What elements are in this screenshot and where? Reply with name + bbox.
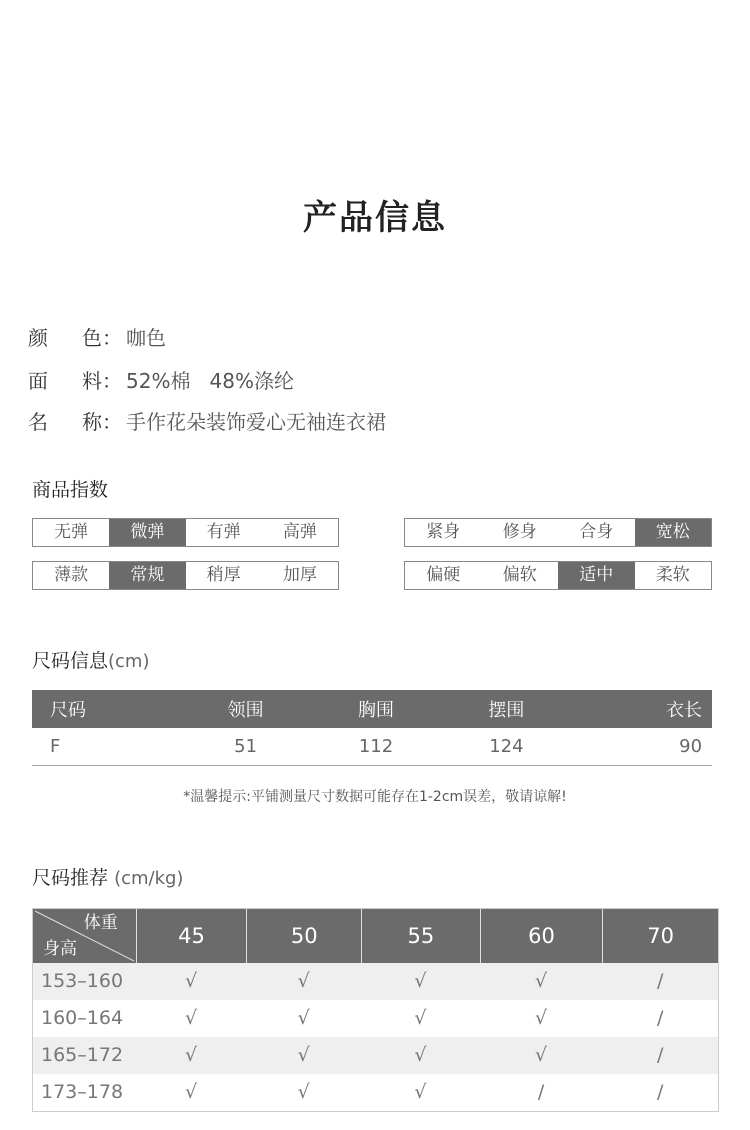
recommend-table: [32, 908, 719, 1112]
color-row: [28, 322, 166, 351]
fit-mark-cell: √: [534, 1007, 548, 1029]
size-info-title-text: 尺码信息: [32, 650, 109, 672]
color-value: 咖色: [126, 326, 166, 350]
material-row: [28, 365, 294, 394]
height-range-cell: 153–160: [41, 970, 124, 992]
fit-mark-cell: /: [537, 1081, 545, 1103]
elasticity-option[interactable]: 有弹: [206, 522, 241, 542]
fit-mark-cell: √: [297, 1081, 310, 1103]
corner-weight-label: 体重: [83, 913, 118, 933]
fit-mark-cell: √: [185, 970, 198, 992]
fit-mark-cell: √: [534, 970, 548, 992]
fit-option[interactable]: 宽松: [635, 519, 712, 546]
material-label-b: 料：: [82, 369, 122, 393]
size-cell: 124: [489, 736, 524, 757]
table-row: [33, 1074, 718, 1111]
fit-option[interactable]: 合身: [579, 522, 614, 542]
page-title: 产品信息: [303, 198, 447, 238]
fit-mark-cell: √: [414, 1007, 427, 1029]
color-label-b: 色：: [82, 326, 122, 350]
fit-option[interactable]: 修身: [502, 522, 537, 542]
size-header-cell: 摆围: [488, 700, 525, 721]
thickness-option[interactable]: 稍厚: [206, 565, 241, 585]
height-range-cell: 160–164: [41, 1007, 124, 1029]
elasticity-option[interactable]: 高弹: [282, 522, 317, 542]
size-cell: F: [50, 736, 61, 757]
weight-header-cell: 60: [480, 909, 603, 963]
height-range-cell: 173–178: [41, 1081, 124, 1103]
recommend-corner-cell: [33, 909, 136, 963]
size-cell: 112: [358, 736, 394, 757]
table-row: [32, 728, 712, 766]
elasticity-option[interactable]: 微弹: [109, 519, 185, 546]
table-row: [33, 1037, 718, 1074]
table-row: [33, 963, 718, 1000]
size-table-body: [32, 728, 712, 766]
size-header-cell: 领围: [227, 700, 264, 721]
corner-height-label: 身高: [43, 939, 77, 959]
weight-header-cell: 45: [136, 909, 247, 963]
fit-mark-cell: √: [297, 970, 310, 992]
size-cell: 90: [679, 736, 703, 757]
fit-selector: [404, 518, 712, 547]
fit-mark-cell: /: [656, 970, 664, 992]
weight-header-cell: 70: [602, 909, 718, 963]
recommend-table-body: [33, 963, 718, 1111]
fit-mark-cell: /: [656, 1081, 664, 1103]
softness-option[interactable]: 柔软: [655, 565, 690, 585]
thickness-option[interactable]: 薄款: [54, 565, 89, 585]
thickness-option[interactable]: 常规: [109, 562, 185, 589]
size-info-unit: (cm): [108, 651, 150, 672]
size-cell: 51: [234, 736, 258, 757]
thickness-selector: [32, 561, 339, 590]
size-header-cell: 胸围: [358, 700, 395, 721]
softness-selector: [404, 561, 712, 590]
elasticity-option[interactable]: 无弹: [54, 522, 89, 542]
softness-option[interactable]: 偏硬: [426, 565, 461, 585]
name-value: 手作花朵装饰爱心无袖连衣裙: [126, 410, 386, 434]
name-row: [28, 406, 386, 435]
thickness-option[interactable]: 加厚: [282, 565, 317, 585]
material-label-a: 面: [28, 369, 48, 393]
material-value: 52%棉 48%涤纶: [126, 369, 294, 393]
size-table: [32, 690, 712, 766]
fit-mark-cell: √: [297, 1007, 310, 1029]
name-label-a: 名: [28, 410, 48, 434]
fit-mark-cell: √: [185, 1081, 198, 1103]
size-table-header: [32, 690, 712, 728]
recommend-unit: (cm/kg): [114, 868, 184, 889]
recommend-title-text: 尺码推荐: [32, 867, 109, 889]
height-range-cell: 165–172: [41, 1044, 124, 1066]
fit-mark-cell: √: [414, 1044, 427, 1066]
fit-mark-cell: /: [656, 1007, 664, 1029]
fit-mark-cell: √: [185, 1044, 198, 1066]
fit-mark-cell: √: [297, 1044, 310, 1066]
softness-option[interactable]: 适中: [558, 562, 635, 589]
color-label-a: 颜: [28, 326, 48, 350]
index-title: 商品指数: [32, 479, 109, 501]
recommend-title: [32, 863, 183, 890]
size-header-cell: 衣长: [666, 700, 703, 721]
recommend-table-header: [33, 909, 718, 963]
table-row: [33, 1000, 718, 1037]
fit-mark-cell: √: [414, 970, 427, 992]
size-header-cell: 尺码: [50, 700, 86, 721]
size-info-title: [32, 646, 150, 673]
fit-mark-cell: √: [414, 1081, 427, 1103]
fit-option[interactable]: 紧身: [426, 522, 461, 542]
weight-header-cell: 50: [246, 909, 361, 963]
measurement-note: *温馨提示:平铺测量尺寸数据可能存在1-2cm误差，敬请谅解!: [183, 789, 567, 805]
weight-header-cell: 55: [361, 909, 480, 963]
fit-mark-cell: √: [534, 1044, 548, 1066]
fit-mark-cell: /: [656, 1044, 664, 1066]
softness-option[interactable]: 偏软: [502, 565, 537, 585]
elasticity-selector: [32, 518, 339, 547]
fit-mark-cell: √: [185, 1007, 198, 1029]
name-label-b: 称：: [82, 410, 122, 434]
